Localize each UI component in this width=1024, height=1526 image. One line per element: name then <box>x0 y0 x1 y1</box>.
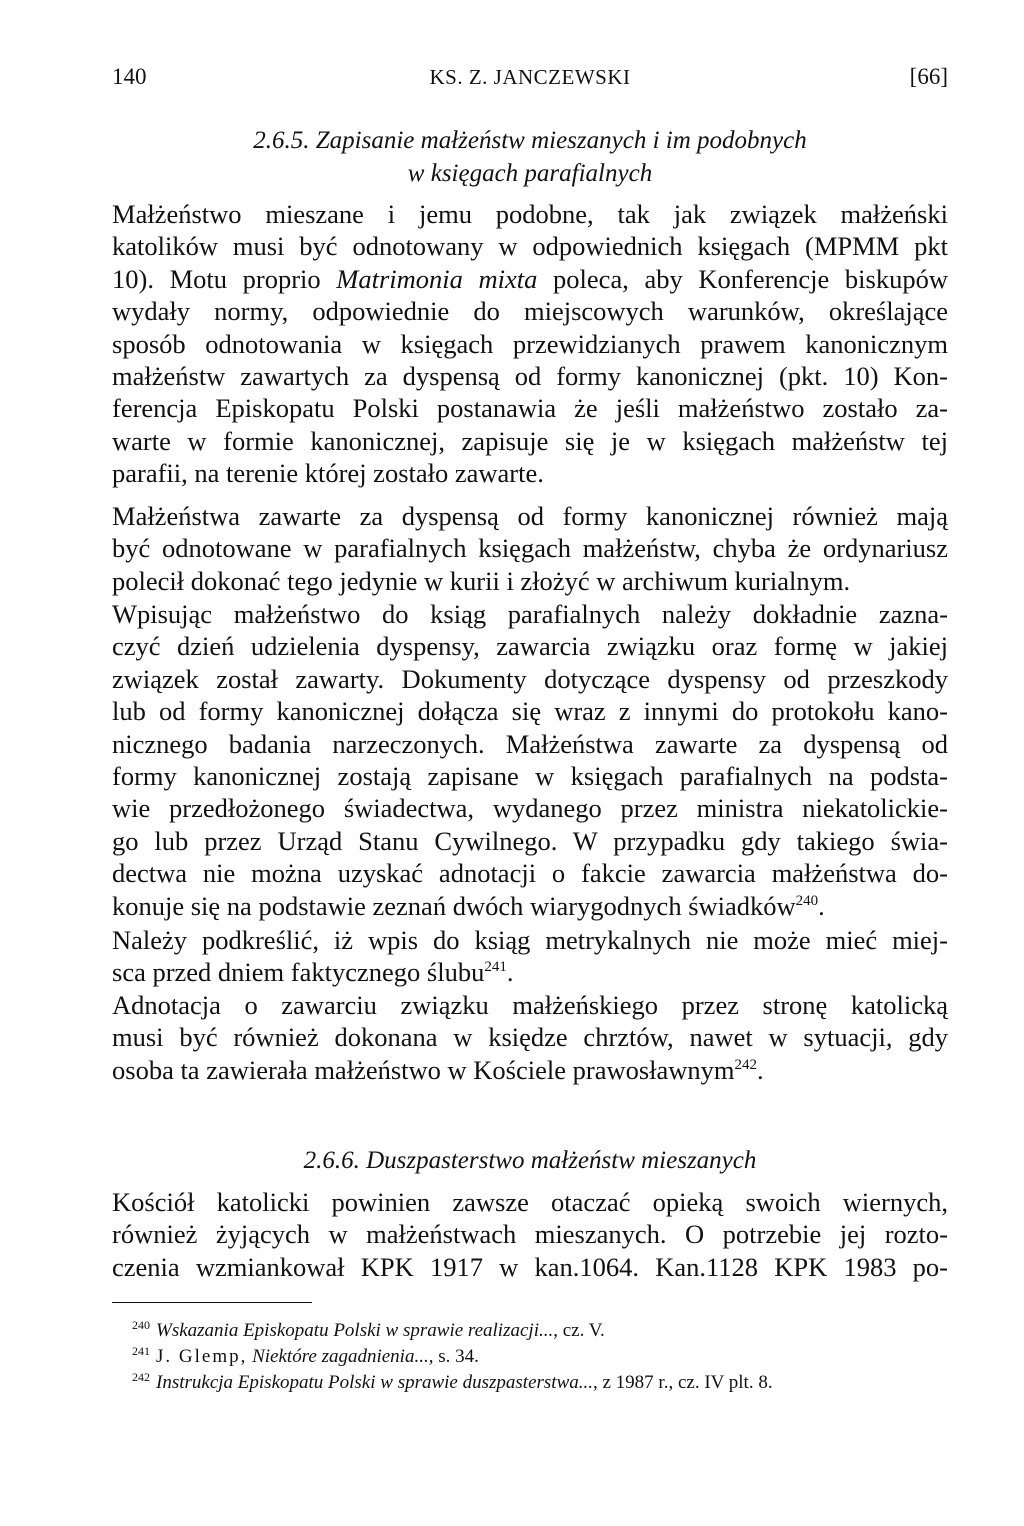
running-head <box>112 60 948 94</box>
footnote-ref-241[interactable]: 241 <box>484 959 507 976</box>
text-line: małżeństw zawartych za dyspensą od formy kanonicznej (pkt. 10) Kon- <box>112 361 948 392</box>
footnotes <box>112 1318 948 1396</box>
text-line: katolików musi być odnotowany w odpowiednich księgach (MPMM pkt <box>112 231 948 262</box>
text-line: być odnotowane w parafialnych księgach małżeństw, chyba że ordynariusz <box>112 533 948 564</box>
text-line: Małżeństwa zawarte za dyspensą od formy kanonicznej również mają <box>112 501 948 531</box>
text-line: formy kanonicznej zostają zapisane w księgach parafialnych na podsta- <box>112 761 948 792</box>
paragraph-6 <box>112 1186 948 1283</box>
paragraph-2 <box>112 500 948 597</box>
text-run: 10). Motu proprio <box>112 263 337 294</box>
text-run: . <box>757 1054 764 1085</box>
paragraph-3 <box>112 598 948 922</box>
footnote-240 <box>112 1318 948 1344</box>
footnote-241 <box>112 1344 948 1370</box>
text-run: sca przed dniem faktycznego ślubu <box>112 957 485 988</box>
text-line <box>112 1054 948 1086</box>
text-line: czenia wzmiankował KPK 1917 w kan.1064. Kan.1128 KPK 1983 po- <box>112 1251 948 1282</box>
heading-number: 2.6.6. <box>303 1147 360 1174</box>
paragraph-4 <box>112 924 948 989</box>
footnote-source-title: Wskazania Episkopatu Polski w sprawie realizacji... <box>156 1320 554 1341</box>
text-line: Wpisując małżeństwo do ksiąg parafialnych należy dokładnie zazna- <box>112 599 948 629</box>
footnote-details: , cz. V. <box>553 1320 605 1341</box>
text-line: lub od formy kanonicznej dołącza się wraz z innymi do protokołu kano- <box>112 696 948 727</box>
text-run: osoba ta zawierała małżeństwo w Kościele prawosławnym <box>112 1054 735 1085</box>
heading-line-2: w księgach parafialnych <box>407 160 653 187</box>
text-line <box>112 890 948 922</box>
page-number: 140 <box>112 64 147 89</box>
text-line: sposób odnotowania w księgach przewidzianych prawem kanonicznym <box>112 328 948 359</box>
text-line: również żyjących w małżeństwach mieszanych. O potrzebie jej rozto- <box>112 1219 948 1250</box>
text-line: ferencja Episkopatu Polski postanawia że jeśli małżeństwo zostało za- <box>112 393 948 424</box>
heading-number: 2.6.5. <box>253 127 310 154</box>
text-line: związek został zawarty. Dokumenty dotyczące dyspensy od przeszkody <box>112 663 948 694</box>
text-line: nicznego badania narzeczonych. Małżeństwa zawarte za dyspensą od <box>112 728 948 759</box>
footnote-ref-242[interactable]: 242 <box>734 1056 758 1073</box>
italic-title: Matrimonia mixta <box>336 263 538 294</box>
text-line: warte w formie kanonicznej, zapisuje się je w księgach małżeństw tej <box>112 425 948 456</box>
text-line: Adnotacja o zawarciu związku małżeńskiego przez stronę katolicką <box>112 990 948 1020</box>
text-line: czyć dzień udzielenia dyspensy, zawarcia związku oraz formę w jakiej <box>112 631 948 662</box>
paragraph-5 <box>112 989 948 1086</box>
footnote-number: 240 <box>132 1318 150 1332</box>
text-line: polecił dokonać tego jedynie w kurii i złożyć w archiwum kurialnym. <box>112 565 851 596</box>
heading-line-1 <box>112 124 948 157</box>
footnote-divider <box>112 1302 312 1303</box>
section-heading-2-6-6 <box>112 1144 948 1177</box>
heading-title: Duszpasterstwo małżeństw mieszanych <box>366 1147 757 1174</box>
text-line: wie przedłożonego świadectwa, wydanego przez ministra niekatolickie- <box>112 793 948 824</box>
footnote-source-title: Niektóre zagadnienia... <box>252 1346 429 1367</box>
text-line: Należy podkreślić, iż wpis do ksiąg metrykalnych nie może mieć miej- <box>112 925 948 955</box>
footnote-ref-240[interactable]: 240 <box>795 892 819 909</box>
footnote-number: 241 <box>132 1344 150 1358</box>
text-line <box>112 956 948 988</box>
text-run: poleca, aby Konferencje biskupów <box>537 263 948 294</box>
text-line: go lub przez Urząd Stanu Cywilnego. W przypadku gdy takiego świa- <box>112 825 948 856</box>
section-number: [66] <box>909 64 948 89</box>
footnote-242 <box>112 1370 948 1396</box>
text-line: parafii, na terenie której zostało zawarte. <box>112 458 544 489</box>
footnote-details: , s. 34. <box>428 1346 479 1367</box>
section-heading-2-6-5 <box>112 124 948 190</box>
footnote-number: 242 <box>132 1370 150 1384</box>
text-line: musi być również dokonana w księdze chrztów, nawet w sytuacji, gdy <box>112 1022 948 1053</box>
text-line <box>112 263 948 295</box>
footnote-author: J. Glemp, <box>156 1346 248 1367</box>
heading-title: Zapisanie małżeństw mieszanych i im podobnych <box>315 127 807 154</box>
footnote-source-title: Instrukcja Episkopatu Polski w sprawie duszpasterstwa... <box>156 1372 593 1393</box>
footnote-details: , z 1987 r., cz. IV plt. 8. <box>593 1372 773 1393</box>
running-title: KS. Z. JANCZEWSKI <box>429 65 631 89</box>
text-run: . <box>818 890 825 921</box>
text-line: wydały normy, odpowiednie do miejscowych warunków, określające <box>112 296 948 327</box>
text-line: Małżeństwo mieszane i jemu podobne, tak jak związek małżeński <box>112 199 948 229</box>
text-run: konuje się na podstawie zeznań dwóch wiarygodnych świadków <box>112 890 796 921</box>
text-line: Kościół katolicki powinien zawsze otaczać opieką swoich wiernych, <box>112 1187 948 1217</box>
text-run: . <box>506 957 514 988</box>
paragraph-1 <box>112 198 948 490</box>
text-line: dectwa nie można uzyskać adnotacji o fakcie zawarcia małżeństwa do- <box>112 858 948 889</box>
